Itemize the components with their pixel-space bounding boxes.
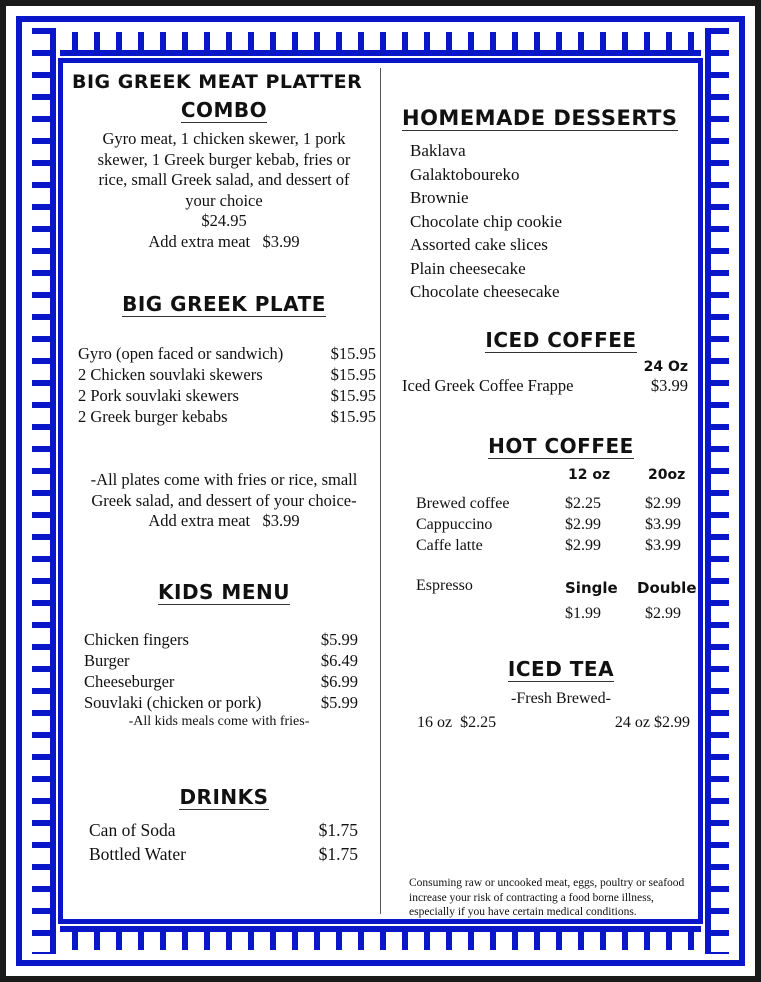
price-small: $2.99 (565, 515, 601, 533)
iced-coffee-section (402, 328, 700, 396)
item-name: Gyro (open faced or sandwich) (78, 344, 284, 363)
size-price: $2.99 (654, 713, 690, 731)
item-name: Burger (84, 650, 130, 670)
size-header: 12 oz (568, 466, 611, 483)
plate-extra (68, 511, 380, 532)
item-name: Chicken fingers (84, 629, 189, 649)
item-name: Souvlaki (chicken or pork) (84, 692, 262, 712)
item-name: Iced Greek Coffee Frappe (402, 375, 574, 395)
desc-line: Gyro meat, 1 chicken skewer, 1 pork (102, 129, 346, 148)
disclaimer-line: Consuming raw or uncooked meat, eggs, poultry or seafood (409, 877, 685, 889)
espresso-double-price: $2.99 (645, 604, 681, 622)
menu-row (89, 842, 358, 866)
platter-section (68, 70, 380, 252)
dessert-item: Baklava (410, 141, 466, 160)
greek-key-border-bottom (28, 922, 733, 954)
menu-row (78, 343, 376, 364)
menu-row (84, 629, 358, 650)
menu-page (6, 6, 755, 976)
price-large: $2.99 (645, 494, 681, 512)
hot-coffee-section (402, 433, 700, 622)
espresso-label: Espresso (416, 576, 473, 594)
menu-row (402, 375, 700, 396)
extra-label: Add extra meat (148, 511, 251, 530)
left-column (68, 70, 380, 866)
iced-tea-sizes (402, 714, 700, 732)
item-price: $5.99 (320, 692, 358, 712)
big-greek-plate-section (68, 292, 380, 532)
food-safety-disclaimer (409, 876, 709, 920)
dessert-item: Brownie (410, 188, 469, 207)
desc-line: skewer, 1 Greek burger kebab, fries or (97, 149, 351, 169)
menu-row (84, 650, 358, 671)
size-label: 24 oz (614, 713, 650, 731)
item-name: Can of Soda (89, 819, 176, 840)
platter-description (68, 129, 380, 252)
iced-coffee-size: 24 Oz (643, 358, 688, 375)
item-price: $15.95 (330, 344, 376, 363)
espresso-single-price: $1.99 (565, 604, 601, 622)
plate-note (68, 470, 380, 532)
item-price: $15.95 (330, 407, 376, 426)
column-divider (380, 68, 381, 914)
menu-row (416, 535, 692, 556)
item-name: Bottled Water (89, 843, 186, 864)
platter-extra (68, 232, 380, 253)
hot-coffee-title: HOT COFFEE (488, 433, 634, 458)
item-name: 2 Chicken souvlaki skewers (78, 365, 263, 384)
item-price: $5.99 (320, 629, 358, 649)
price-large: $3.99 (645, 536, 681, 554)
menu-row (78, 385, 376, 406)
desserts-section (402, 106, 700, 304)
item-name: Cheeseburger (84, 671, 175, 691)
extra-price: $3.99 (262, 231, 300, 251)
iced-tea-subtitle: -Fresh Brewed- (511, 689, 611, 707)
size-label: 16 oz (417, 713, 453, 731)
greek-key-border-top (28, 28, 733, 60)
hot-coffee-rows (416, 493, 692, 556)
item-price: $3.99 (650, 375, 688, 395)
iced-tea-title: ICED TEA (507, 656, 615, 681)
item-price: $1.75 (318, 819, 358, 840)
note-line: Greek salad, and dessert of your choice- (91, 490, 357, 510)
platter-subtitle: COMBO (180, 98, 268, 122)
kids-note: -All kids meals come with fries- (128, 713, 310, 729)
greek-key-border-left (28, 28, 60, 954)
iced-tea-size-small (417, 714, 496, 732)
drinks-list (68, 818, 380, 866)
extra-label: Add extra meat (148, 231, 251, 251)
espresso-single-header: Single (565, 578, 618, 597)
platter-title: BIG GREEK MEAT PLATTER (72, 71, 363, 93)
iced-tea-section (402, 657, 700, 732)
dessert-item: Assorted cake slices (410, 235, 548, 254)
desc-line: rice, small Greek salad, and dessert of (98, 170, 350, 189)
big-greek-plate-title: BIG GREEK PLATE (122, 292, 326, 316)
dessert-item: Chocolate chip cookie (410, 211, 563, 231)
desserts-list (402, 139, 700, 304)
menu-row (416, 514, 692, 535)
platter-price: $24.95 (201, 211, 247, 230)
item-price: $6.99 (320, 671, 358, 691)
menu-row (84, 692, 358, 713)
kids-list (68, 629, 380, 713)
price-large: $3.99 (645, 515, 681, 533)
dessert-item: Plain cheesecake (410, 258, 526, 278)
size-header: 20oz (648, 466, 686, 483)
espresso-double-header: Double (637, 578, 697, 597)
item-name: 2 Pork souvlaki skewers (78, 386, 239, 405)
item-price: $15.95 (330, 386, 376, 405)
kids-menu-section (68, 580, 380, 731)
disclaimer-line: increase your risk of contracting a food borne illness, (409, 891, 654, 904)
note-line: -All plates come with fries or rice, small (90, 470, 358, 489)
item-price: $1.75 (318, 843, 358, 864)
size-price: $2.25 (460, 713, 497, 731)
menu-row (78, 364, 376, 385)
menu-row (78, 406, 376, 427)
menu-row (89, 818, 358, 842)
extra-price: $3.99 (262, 511, 300, 530)
disclaimer-line: especially if you have certain medical conditions. (409, 906, 637, 918)
plate-list (68, 343, 380, 427)
kids-menu-title: KIDS MENU (158, 579, 290, 604)
iced-coffee-title: ICED COFFEE (485, 327, 637, 352)
iced-tea-size-large (615, 714, 690, 732)
item-price: $6.49 (320, 650, 358, 670)
greek-key-border-right (701, 28, 733, 954)
dessert-item: Chocolate cheesecake (410, 282, 560, 301)
price-small: $2.99 (565, 536, 601, 554)
menu-row (84, 671, 358, 692)
item-name: Brewed coffee (416, 494, 510, 512)
price-small: $2.25 (565, 494, 601, 512)
menu-row (416, 493, 692, 514)
drinks-section (68, 785, 380, 866)
item-price: $15.95 (330, 365, 376, 384)
item-name: Cappuccino (416, 515, 493, 533)
dessert-item: Galaktoboureko (410, 164, 520, 184)
item-name: 2 Greek burger kebabs (78, 407, 228, 426)
desserts-title: HOMEMADE DESSERTS (402, 106, 678, 130)
drinks-title: DRINKS (179, 784, 269, 809)
hot-coffee-table (402, 463, 700, 622)
item-name: Caffe latte (416, 536, 483, 554)
right-column (402, 106, 700, 918)
desc-line: your choice (185, 190, 263, 210)
